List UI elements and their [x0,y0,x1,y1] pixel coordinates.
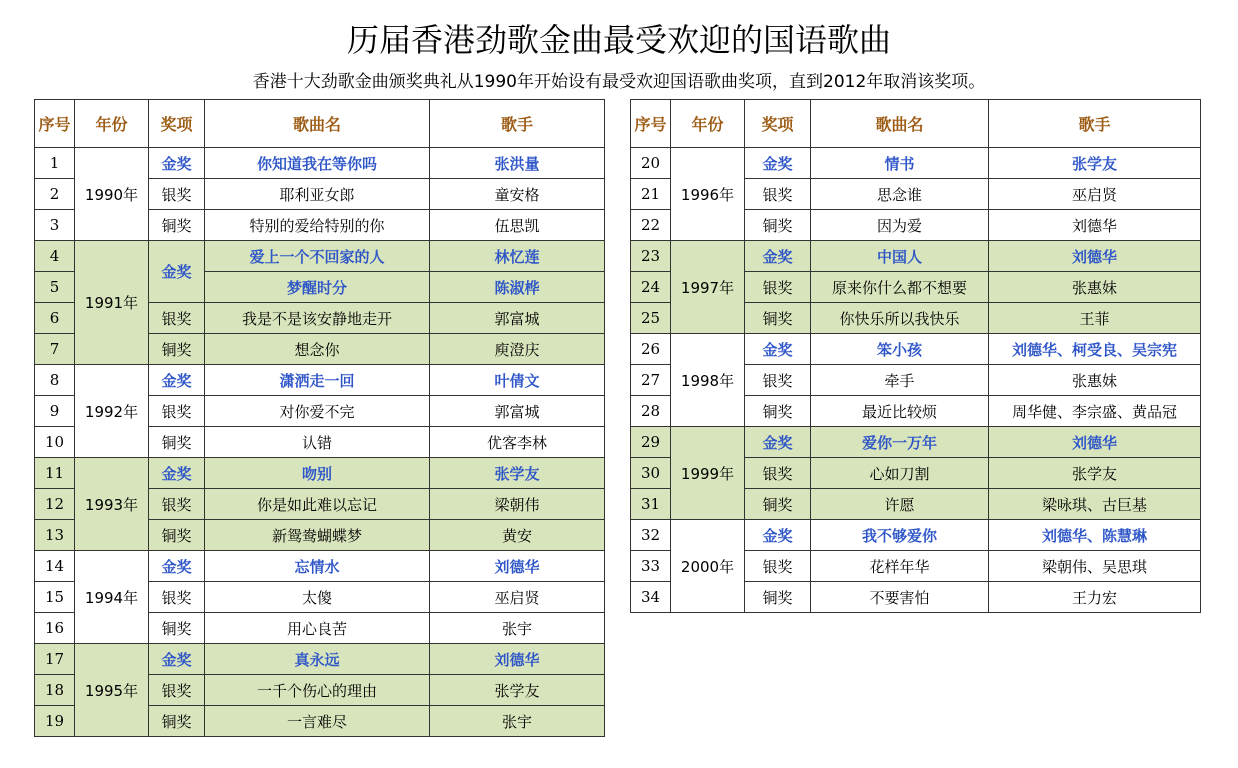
cell-song: 特别的爱给特别的你 [205,210,430,241]
table-row [35,458,605,489]
cell-award: 金奖 [149,241,205,303]
cell-song: 笨小孩 [811,334,989,365]
cell-award: 银奖 [149,396,205,427]
cell-song: 因为爱 [811,210,989,241]
cell-year: 2000年 [671,520,745,613]
cell-singer: 周华健、李宗盛、黄品冠 [989,396,1201,427]
cell-singer: 郭富城 [430,303,605,334]
header-song: 歌曲名 [205,100,430,148]
cell-award: 铜奖 [149,210,205,241]
table-row [35,644,605,675]
cell-no: 14 [35,551,75,582]
page-subtitle: 香港十大劲歌金曲颁奖典礼从1990年开始设有最受欢迎国语歌曲奖项，直到2012年取消该奖项。 [252,72,986,92]
cell-award: 铜奖 [149,427,205,458]
cell-no: 24 [631,272,671,303]
cell-singer: 张学友 [989,458,1201,489]
cell-song: 吻别 [205,458,430,489]
cell-song: 你是如此难以忘记 [205,489,430,520]
awards-table-left [34,99,605,737]
cell-award: 铜奖 [745,582,811,613]
table-row [631,241,1201,272]
cell-song: 对你爱不完 [205,396,430,427]
cell-no: 11 [35,458,75,489]
cell-song: 许愿 [811,489,989,520]
cell-song: 情书 [811,148,989,179]
cell-song: 潇洒走一回 [205,365,430,396]
cell-award: 铜奖 [745,489,811,520]
cell-song: 想念你 [205,334,430,365]
cell-award: 银奖 [745,365,811,396]
cell-song: 思念谁 [811,179,989,210]
cell-no: 3 [35,210,75,241]
header-year: 年份 [671,100,745,148]
cell-year: 1990年 [75,148,149,241]
cell-no: 6 [35,303,75,334]
cell-year: 1993年 [75,458,149,551]
cell-year: 1995年 [75,644,149,737]
cell-song: 牵手 [811,365,989,396]
cell-singer: 王菲 [989,303,1201,334]
cell-song: 忘情水 [205,551,430,582]
cell-award: 铜奖 [149,334,205,365]
cell-no: 5 [35,272,75,303]
cell-singer: 刘德华 [430,551,605,582]
cell-song: 我不够爱你 [811,520,989,551]
cell-singer: 刘德华 [989,210,1201,241]
cell-no: 4 [35,241,75,272]
cell-no: 1 [35,148,75,179]
header-singer: 歌手 [430,100,605,148]
cell-no: 23 [631,241,671,272]
cell-no: 29 [631,427,671,458]
cell-singer: 王力宏 [989,582,1201,613]
table-header-row [35,100,605,148]
cell-year: 1991年 [75,241,149,365]
cell-singer: 庾澄庆 [430,334,605,365]
cell-no: 12 [35,489,75,520]
cell-no: 19 [35,706,75,737]
cell-award: 金奖 [149,365,205,396]
table-row [631,148,1201,179]
cell-no: 8 [35,365,75,396]
cell-song: 太傻 [205,582,430,613]
header-no: 序号 [35,100,75,148]
cell-song: 你快乐所以我快乐 [811,303,989,334]
cell-singer: 巫启贤 [989,179,1201,210]
cell-singer: 刘德华、陈慧琳 [989,520,1201,551]
cell-singer: 张惠妹 [989,365,1201,396]
cell-award: 铜奖 [149,613,205,644]
cell-singer: 陈淑桦 [430,272,605,303]
cell-song: 用心良苦 [205,613,430,644]
cell-award: 铜奖 [745,303,811,334]
cell-year: 1992年 [75,365,149,458]
cell-award: 金奖 [745,241,811,272]
cell-singer: 郭富城 [430,396,605,427]
cell-no: 21 [631,179,671,210]
page-title: 历届香港劲歌金曲最受欢迎的国语歌曲 [346,21,891,59]
cell-singer: 梁咏琪、古巨基 [989,489,1201,520]
cell-no: 27 [631,365,671,396]
cell-award: 铜奖 [745,210,811,241]
cell-singer: 张宇 [430,706,605,737]
table-row [35,241,605,272]
cell-song: 耶利亚女郎 [205,179,430,210]
cell-singer: 张学友 [989,148,1201,179]
cell-song: 心如刀割 [811,458,989,489]
cell-song: 不要害怕 [811,582,989,613]
cell-award: 铜奖 [745,396,811,427]
header-no: 序号 [631,100,671,148]
cell-award: 银奖 [149,179,205,210]
cell-award: 金奖 [149,551,205,582]
awards-table-right [630,99,1201,613]
cell-year: 1997年 [671,241,745,334]
cell-no: 15 [35,582,75,613]
cell-no: 2 [35,179,75,210]
cell-singer: 梁朝伟 [430,489,605,520]
table-header-row [631,100,1201,148]
cell-no: 32 [631,520,671,551]
cell-year: 1994年 [75,551,149,644]
cell-no: 18 [35,675,75,706]
cell-no: 20 [631,148,671,179]
cell-singer: 叶倩文 [430,365,605,396]
cell-award: 金奖 [149,644,205,675]
table-row [631,334,1201,365]
cell-award: 金奖 [745,427,811,458]
cell-singer: 伍思凯 [430,210,605,241]
cell-award: 金奖 [149,458,205,489]
cell-award: 银奖 [149,303,205,334]
cell-no: 28 [631,396,671,427]
cell-no: 25 [631,303,671,334]
cell-award: 铜奖 [149,706,205,737]
cell-singer: 张洪量 [430,148,605,179]
header-year: 年份 [75,100,149,148]
cell-song: 最近比较烦 [811,396,989,427]
cell-singer: 张学友 [430,458,605,489]
cell-song: 认错 [205,427,430,458]
table-row [35,551,605,582]
table-row [35,148,605,179]
cell-song: 新鸳鸯蝴蝶梦 [205,520,430,551]
cell-award: 银奖 [149,675,205,706]
cell-award: 金奖 [745,148,811,179]
cell-award: 银奖 [149,582,205,613]
cell-no: 9 [35,396,75,427]
cell-song: 爱你一万年 [811,427,989,458]
cell-award: 金奖 [745,334,811,365]
header-award: 奖项 [149,100,205,148]
cell-song: 爱上一个不回家的人 [205,241,430,272]
cell-award: 金奖 [745,520,811,551]
cell-singer: 童安格 [430,179,605,210]
cell-singer: 张宇 [430,613,605,644]
table-row [631,520,1201,551]
cell-singer: 刘德华 [430,644,605,675]
table-row [631,427,1201,458]
cell-award: 铜奖 [149,520,205,551]
cell-year: 1998年 [671,334,745,427]
cell-award: 银奖 [745,272,811,303]
header-singer: 歌手 [989,100,1201,148]
cell-singer: 优客李林 [430,427,605,458]
cell-no: 17 [35,644,75,675]
cell-no: 33 [631,551,671,582]
cell-song: 中国人 [811,241,989,272]
cell-singer: 张惠妹 [989,272,1201,303]
cell-no: 34 [631,582,671,613]
cell-no: 22 [631,210,671,241]
cell-award: 银奖 [745,551,811,582]
cell-no: 10 [35,427,75,458]
cell-song: 梦醒时分 [205,272,430,303]
cell-song: 真永远 [205,644,430,675]
cell-singer: 巫启贤 [430,582,605,613]
cell-singer: 林忆莲 [430,241,605,272]
header-award: 奖项 [745,100,811,148]
cell-singer: 黄安 [430,520,605,551]
table-row [35,365,605,396]
cell-award: 银奖 [745,179,811,210]
header-song: 歌曲名 [811,100,989,148]
cell-no: 31 [631,489,671,520]
cell-no: 13 [35,520,75,551]
cell-year: 1996年 [671,148,745,241]
cell-singer: 刘德华、柯受良、吴宗宪 [989,334,1201,365]
cell-no: 26 [631,334,671,365]
cell-no: 16 [35,613,75,644]
cell-song: 一言难尽 [205,706,430,737]
cell-song: 你知道我在等你吗 [205,148,430,179]
cell-singer: 刘德华 [989,241,1201,272]
cell-singer: 梁朝伟、吴思琪 [989,551,1201,582]
cell-song: 我是不是该安静地走开 [205,303,430,334]
cell-singer: 刘德华 [989,427,1201,458]
cell-song: 花样年华 [811,551,989,582]
cell-song: 一千个伤心的理由 [205,675,430,706]
cell-award: 金奖 [149,148,205,179]
cell-singer: 张学友 [430,675,605,706]
cell-no: 7 [35,334,75,365]
cell-award: 银奖 [745,458,811,489]
cell-year: 1999年 [671,427,745,520]
cell-award: 银奖 [149,489,205,520]
cell-no: 30 [631,458,671,489]
cell-song: 原来你什么都不想要 [811,272,989,303]
